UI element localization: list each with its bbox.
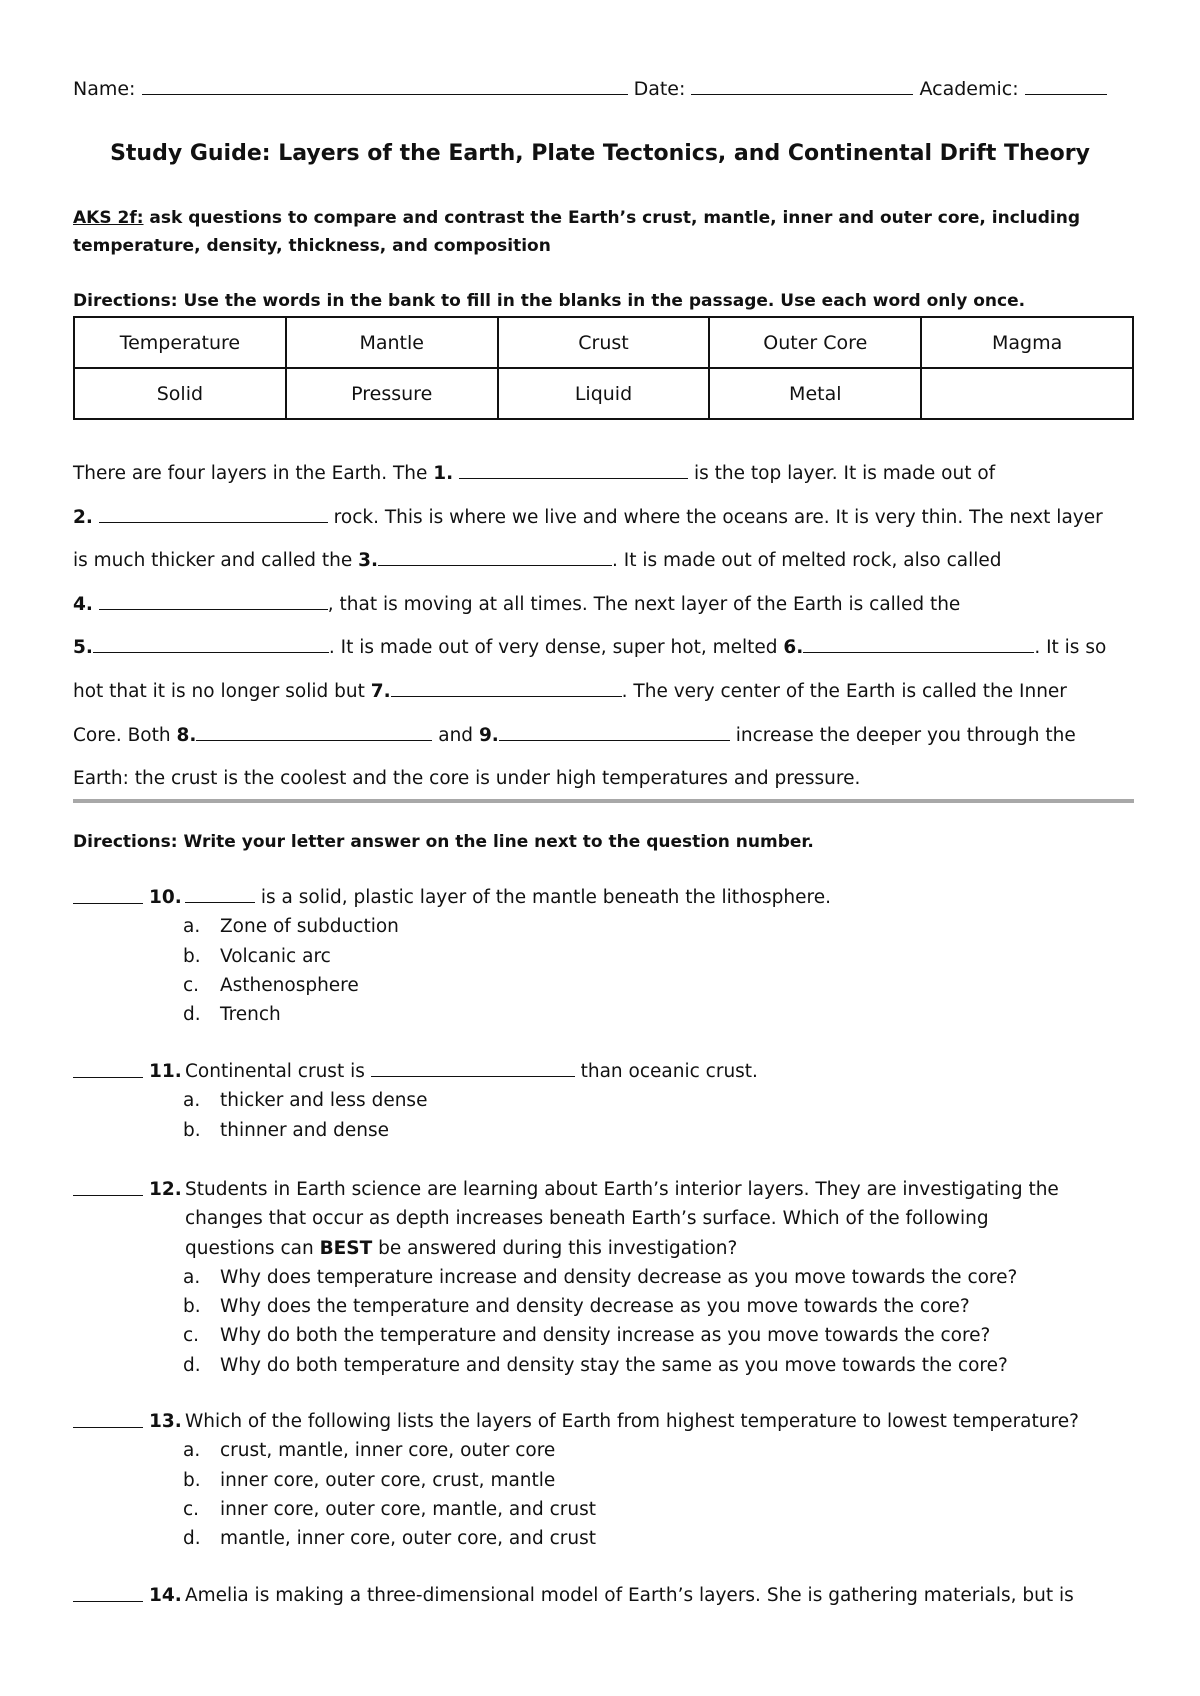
question-14 xyxy=(73,1581,1143,1610)
word-bank-cell: Magma xyxy=(921,317,1133,368)
question-number: 13. xyxy=(149,1411,182,1432)
question-text xyxy=(185,883,831,912)
blank-number: 8. xyxy=(176,724,197,746)
option-letter: b. xyxy=(183,1469,201,1491)
passage-text: increase the deeper you through the xyxy=(729,724,1076,746)
passage-text: , that is moving at all times. The next layer of the Earth is called the xyxy=(327,593,961,615)
option-letter: c. xyxy=(183,1325,200,1347)
answer-option xyxy=(73,1436,1143,1465)
passage-line xyxy=(73,496,1133,540)
passage-text: . It is made out of very dense, super hot, melted xyxy=(328,637,784,659)
answer-option xyxy=(73,1086,1143,1115)
answer-blank-7[interactable] xyxy=(391,679,622,697)
option-text: Trench xyxy=(220,1004,281,1026)
question-stem xyxy=(73,1407,1143,1436)
word-bank-table xyxy=(73,316,1134,420)
answer-line[interactable] xyxy=(73,1601,143,1602)
option-text: Why does temperature increase and density decrease as you move towards the core? xyxy=(220,1266,1018,1288)
answer-blank-4[interactable] xyxy=(99,592,328,610)
passage-text: is much thicker and called the xyxy=(73,550,359,572)
passage-line xyxy=(73,452,1133,496)
answer-option xyxy=(73,1321,1143,1350)
question-text: Amelia is making a three-dimensional model of Earth’s layers. She is gathering materials, but is xyxy=(185,1585,1074,1606)
question-text xyxy=(185,1234,737,1263)
question-number: 12. xyxy=(149,1179,182,1200)
question-stem xyxy=(73,1057,1143,1086)
question-text xyxy=(185,1057,758,1086)
question-number: 11. xyxy=(149,1061,182,1082)
word-bank-cell: Solid xyxy=(74,368,286,419)
passage-text: Core. Both xyxy=(73,724,177,746)
blank-number: 1. xyxy=(433,463,454,484)
directions-word-bank: Directions: Use the words in the bank to fill in the blanks in the passage. Use each word only once. xyxy=(73,291,1026,311)
option-letter: d. xyxy=(183,1354,201,1376)
answer-option xyxy=(73,912,1143,941)
passage-line xyxy=(73,714,1133,758)
answer-option xyxy=(73,942,1143,971)
section-divider xyxy=(73,799,1134,803)
answer-option xyxy=(73,1116,1143,1145)
answer-blank-1[interactable] xyxy=(459,461,688,479)
option-text: Asthenosphere xyxy=(220,974,359,996)
question-number: 14. xyxy=(149,1585,182,1606)
option-letter: c. xyxy=(183,974,200,996)
answer-line[interactable] xyxy=(73,1195,143,1196)
inline-blank xyxy=(371,1059,575,1077)
word-bank-cell: Outer Core xyxy=(709,317,921,368)
aks-code: AKS 2f: xyxy=(73,208,144,228)
passage-text: and xyxy=(432,724,479,746)
passage-text: hot that it is no longer solid but xyxy=(73,680,371,702)
option-text: Why do both the temperature and density increase as you move towards the core? xyxy=(220,1325,991,1347)
blank-number: 3. xyxy=(358,550,379,572)
passage-line xyxy=(73,626,1133,670)
header-fields xyxy=(73,76,1125,100)
option-text: crust, mantle, inner core, outer core xyxy=(220,1440,556,1462)
passage-text: There are four layers in the Earth. The xyxy=(73,463,434,484)
answer-blank-3[interactable] xyxy=(378,548,612,566)
academic-blank[interactable] xyxy=(1025,76,1107,95)
word-bank-row xyxy=(74,317,1133,368)
question-10 xyxy=(73,883,1143,1029)
answer-line[interactable] xyxy=(73,1427,143,1428)
emphasis-text: BEST xyxy=(319,1237,373,1259)
answer-option xyxy=(73,1351,1143,1380)
answer-line[interactable] xyxy=(73,1077,143,1078)
answer-blank-8[interactable] xyxy=(196,723,432,741)
question-text-body: questions can xyxy=(185,1237,320,1259)
option-letter: b. xyxy=(183,1296,201,1318)
option-text: mantle, inner core, outer core, and crust xyxy=(220,1528,596,1550)
passage-text: rock. This is where we live and where the oceans are. It is very thin. The next layer xyxy=(327,506,1103,528)
name-blank[interactable] xyxy=(142,76,628,95)
passage-text: Earth: the crust is the coolest and the core is under high temperatures and pressure. xyxy=(73,768,861,790)
passage-text: is the top layer. It is made out of xyxy=(688,463,996,484)
answer-option xyxy=(73,971,1143,1000)
option-letter: a. xyxy=(183,916,201,938)
passage-text: . It is so xyxy=(1034,637,1107,659)
passage-line xyxy=(73,670,1133,714)
question-12 xyxy=(73,1175,1143,1380)
word-bank-cell xyxy=(921,368,1133,419)
blank-number: 4. xyxy=(73,593,93,615)
answer-option xyxy=(73,1524,1143,1553)
option-text: Zone of subduction xyxy=(220,916,399,938)
option-letter: b. xyxy=(183,1119,201,1141)
option-text: thinner and dense xyxy=(220,1119,389,1141)
answer-blank-5[interactable] xyxy=(93,635,329,653)
answer-option xyxy=(73,1292,1143,1321)
option-letter: a. xyxy=(183,1440,201,1462)
passage-text: . The very center of the Earth is called the Inner xyxy=(621,680,1067,702)
question-stem-continued xyxy=(73,1234,1143,1263)
answer-blank-6[interactable] xyxy=(803,635,1034,653)
word-bank-cell: Mantle xyxy=(286,317,498,368)
aks-text: ask questions to compare and contrast the Earth’s crust, mantle, inner and outer core, including temperature, density, thickness, and composition xyxy=(73,208,1080,256)
option-text: Why do both temperature and density stay the same as you move towards the core? xyxy=(220,1354,1008,1376)
option-letter: b. xyxy=(183,945,201,967)
answer-line[interactable] xyxy=(73,903,143,904)
answer-option xyxy=(73,1495,1143,1524)
question-stem xyxy=(73,1175,1143,1204)
option-text: Volcanic arc xyxy=(220,945,331,967)
blank-number: 7. xyxy=(370,680,391,702)
word-bank-row xyxy=(74,368,1133,419)
date-blank[interactable] xyxy=(691,76,913,95)
passage-line xyxy=(73,757,1133,801)
answer-blank-2[interactable] xyxy=(99,505,328,523)
option-letter: c. xyxy=(183,1498,200,1520)
question-number: 10. xyxy=(149,887,182,908)
answer-option xyxy=(73,1466,1143,1495)
word-bank-cell: Liquid xyxy=(498,368,710,419)
directions-multiple-choice: Directions: Write your letter answer on the line next to the question number. xyxy=(73,832,814,852)
aks-standard xyxy=(73,204,1133,260)
question-stem xyxy=(73,883,1143,912)
academic-label: Academic: xyxy=(919,78,1019,100)
answer-blank-9[interactable] xyxy=(499,723,730,741)
date-label: Date: xyxy=(633,78,686,100)
question-text: changes that occur as depth increases beneath Earth’s surface. Which of the following xyxy=(185,1208,989,1230)
answer-option xyxy=(73,1263,1143,1292)
question-stem xyxy=(73,1581,1143,1610)
word-bank-cell: Metal xyxy=(709,368,921,419)
word-bank-cell: Pressure xyxy=(286,368,498,419)
passage-text: . It is made out of melted rock, also called xyxy=(612,550,1002,572)
question-11 xyxy=(73,1057,1143,1145)
word-bank-cell: Temperature xyxy=(74,317,286,368)
word-bank-cell: Crust xyxy=(498,317,710,368)
blank-number: 5. xyxy=(73,637,93,659)
page-title: Study Guide: Layers of the Earth, Plate Tectonics, and Continental Drift Theory xyxy=(110,141,1090,166)
option-letter: d. xyxy=(183,1004,201,1026)
blank-number: 2. xyxy=(73,506,93,528)
option-text: inner core, outer core, crust, mantle xyxy=(220,1469,556,1491)
fill-in-passage xyxy=(73,452,1133,801)
passage-line xyxy=(73,583,1133,627)
question-text-body: be answered during this investigation? xyxy=(372,1237,738,1259)
option-letter: a. xyxy=(183,1266,201,1288)
option-letter: a. xyxy=(183,1090,201,1112)
blank-number: 6. xyxy=(783,637,804,659)
option-text: thicker and less dense xyxy=(220,1090,428,1112)
question-text-body: than oceanic crust. xyxy=(574,1061,758,1082)
question-text-body: is a solid, plastic layer of the mantle beneath the lithosphere. xyxy=(255,887,831,908)
question-text: Which of the following lists the layers of Earth from highest temperature to lowest temperature? xyxy=(185,1411,1079,1432)
blank-number: 9. xyxy=(478,724,499,746)
question-text-body: Continental crust is xyxy=(185,1061,371,1082)
question-13 xyxy=(73,1407,1143,1553)
name-label: Name: xyxy=(73,78,136,100)
passage-line xyxy=(73,539,1133,583)
option-letter: d. xyxy=(183,1528,201,1550)
option-text: Why does the temperature and density decrease as you move towards the core? xyxy=(220,1296,970,1318)
inline-blank xyxy=(185,885,255,903)
option-text: inner core, outer core, mantle, and crust xyxy=(220,1498,596,1520)
question-stem-continued xyxy=(73,1204,1143,1233)
answer-option xyxy=(73,1000,1143,1029)
question-text: Students in Earth science are learning about Earth’s interior layers. They are investigating the xyxy=(185,1179,1059,1200)
